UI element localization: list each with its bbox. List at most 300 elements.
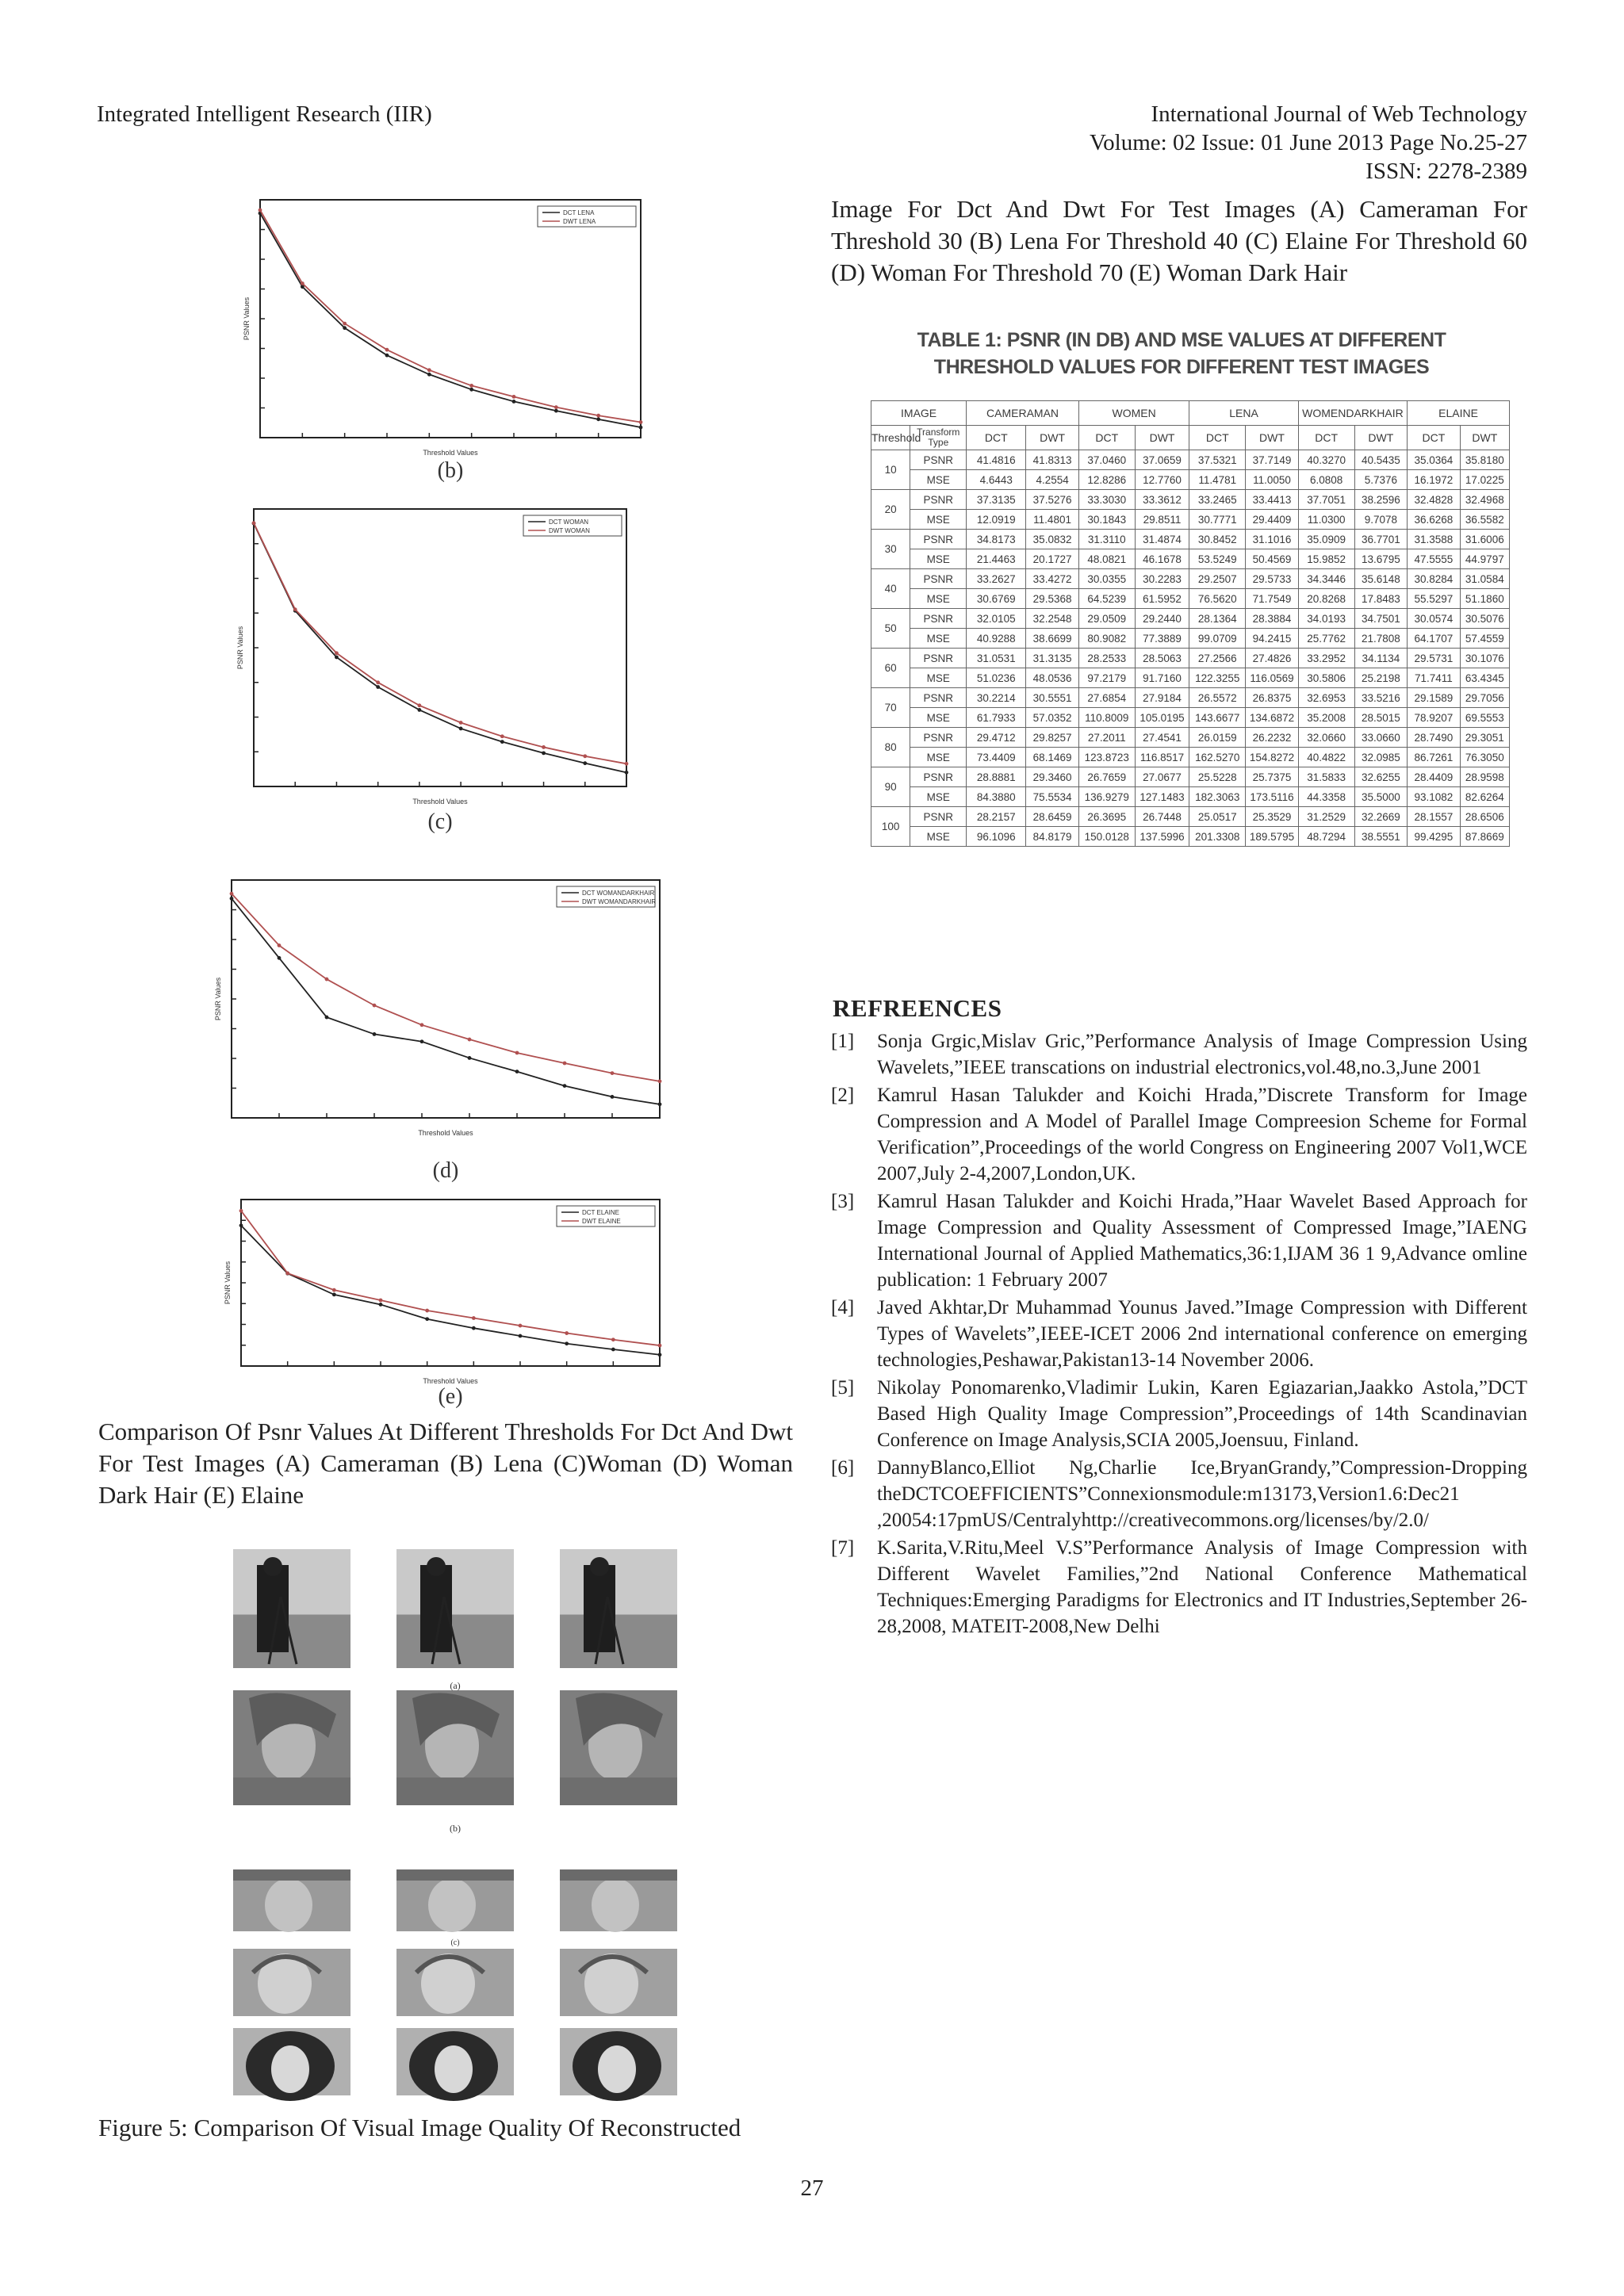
reference-item — [831, 1455, 1527, 1533]
data-point — [658, 1079, 662, 1083]
data-point — [293, 607, 297, 611]
data-point — [565, 1341, 569, 1345]
mse-cell: 46.1678 — [1135, 549, 1189, 569]
table-row — [871, 530, 1510, 549]
mse-cell: 82.6264 — [1460, 787, 1509, 807]
hat-brim — [396, 1869, 514, 1881]
mse-cell: 11.0050 — [1246, 470, 1299, 490]
psnr-cell: 33.3030 — [1078, 490, 1135, 510]
mse-cell: 17.0225 — [1460, 470, 1509, 490]
psnr-cell: 26.7659 — [1078, 767, 1135, 787]
legend-entry: DCT LENA — [563, 209, 595, 216]
metric-label: MSE — [910, 708, 967, 728]
plot-e-svg — [214, 1193, 690, 1411]
data-point — [425, 1317, 429, 1321]
mse-cell: 29.5368 — [1026, 589, 1079, 609]
mse-cell: 35.5000 — [1354, 787, 1408, 807]
psnr-cell: 29.0509 — [1078, 609, 1135, 629]
metric-label: MSE — [910, 787, 967, 807]
mse-cell: 9.7078 — [1354, 510, 1408, 530]
table-row — [871, 787, 1510, 807]
mse-cell: 57.0352 — [1026, 708, 1079, 728]
psnr-cell: 32.2669 — [1354, 807, 1408, 827]
mse-cell: 116.8517 — [1135, 748, 1189, 767]
data-point — [239, 1209, 243, 1213]
psnr-cell: 26.0159 — [1189, 728, 1246, 748]
table-row — [871, 827, 1510, 847]
references-title: REFREENCES — [833, 994, 1002, 1022]
mse-cell: 11.4801 — [1026, 510, 1079, 530]
x-axis-label: Threshold Values — [412, 798, 468, 806]
metric-label: MSE — [910, 549, 967, 569]
header-image-name: WOMENDARKHAIR — [1298, 401, 1407, 426]
mse-cell: 154.8272 — [1246, 748, 1299, 767]
data-point — [563, 1062, 567, 1066]
mse-cell: 25.2198 — [1354, 668, 1408, 688]
psnr-cell: 28.1364 — [1189, 609, 1246, 629]
table-row — [871, 569, 1510, 589]
psnr-cell: 26.3695 — [1078, 807, 1135, 827]
data-point — [639, 426, 643, 430]
table-row — [871, 708, 1510, 728]
mse-cell: 201.3308 — [1189, 827, 1246, 847]
reference-text: Javed Akhtar,Dr Muhammad Younus Javed.”Image Compression with Different Types of Wavelets”,IEEE-ICET 2006 2nd international conference on emerging technologies,Peshawar,Pakistan13-14 November 2006. — [877, 1297, 1527, 1371]
cameraman-head — [427, 1557, 446, 1576]
journal-name: International Journal of Web Technology — [1151, 101, 1527, 127]
mse-cell: 123.8723 — [1078, 748, 1135, 767]
mse-cell: 17.8483 — [1354, 589, 1408, 609]
y-axis-label: PSNR Values — [224, 1261, 232, 1305]
psnr-cell: 27.4541 — [1135, 728, 1189, 748]
psnr-cell: 41.4816 — [967, 450, 1026, 470]
table-row — [871, 629, 1510, 649]
metric-label: MSE — [910, 470, 967, 490]
metric-label: PSNR — [910, 490, 967, 510]
mse-cell: 64.5239 — [1078, 589, 1135, 609]
face — [271, 2045, 309, 2093]
data-point — [468, 1056, 472, 1060]
mse-cell: 20.8268 — [1298, 589, 1354, 609]
psnr-cell: 25.3529 — [1246, 807, 1299, 827]
psnr-cell: 32.0105 — [967, 609, 1026, 629]
psnr-cell: 34.3446 — [1298, 569, 1354, 589]
psnr-cell: 37.7149 — [1246, 450, 1299, 470]
psnr-cell: 29.4712 — [967, 728, 1026, 748]
data-point — [385, 354, 389, 358]
psnr-cell: 34.0193 — [1298, 609, 1354, 629]
face — [592, 1878, 639, 1932]
table-row — [871, 649, 1510, 668]
mse-cell: 99.4295 — [1408, 827, 1461, 847]
psnr-cell: 32.2548 — [1026, 609, 1079, 629]
mse-cell: 16.1972 — [1408, 470, 1461, 490]
psnr-mse-table — [871, 400, 1510, 847]
psnr-cell: 31.6006 — [1460, 530, 1509, 549]
threshold-cell: 30 — [871, 530, 910, 569]
x-axis-label: Threshold Values — [418, 1129, 473, 1137]
psnr-mse-table-wrap — [871, 400, 1510, 847]
psnr-cell: 27.2011 — [1078, 728, 1135, 748]
mse-cell: 12.8286 — [1078, 470, 1135, 490]
mse-cell: 4.2554 — [1026, 470, 1079, 490]
psnr-cell: 36.7701 — [1354, 530, 1408, 549]
mse-cell: 162.5270 — [1189, 748, 1246, 767]
mse-cell: 40.4822 — [1298, 748, 1354, 767]
table-row — [871, 748, 1510, 767]
table-title-line1: TABLE 1: PSNR (IN DB) AND MSE VALUES AT DIFFERENT — [917, 329, 1446, 351]
mse-cell: 6.0808 — [1298, 470, 1354, 490]
psnr-cell: 28.4409 — [1408, 767, 1461, 787]
mse-cell: 77.3889 — [1135, 629, 1189, 649]
table-row — [871, 470, 1510, 490]
psnr-cell: 29.5733 — [1246, 569, 1299, 589]
data-point — [625, 771, 629, 775]
reference-text: Kamrul Hasan Talukder and Koichi Hrada,”Haar Wavelet Based Approach for Image Compression and Quality Assessment of Compressed Image,”IAENG International Journal of Applied Mathematics,36:1,IJAM 36 1 9,Advance omline publication: 1 February 2007 — [877, 1191, 1527, 1291]
data-point — [376, 680, 380, 684]
legend-entry: DWT WOMANDARKHAIR — [582, 898, 657, 905]
mse-cell: 94.2415 — [1246, 629, 1299, 649]
mse-cell: 36.6268 — [1408, 510, 1461, 530]
table-title — [872, 327, 1491, 381]
psnr-cell: 30.5551 — [1026, 688, 1079, 708]
threshold-cell: 80 — [871, 728, 910, 767]
metric-label: MSE — [910, 748, 967, 767]
threshold-cell: 50 — [871, 609, 910, 649]
cameraman-head — [590, 1557, 609, 1576]
data-point — [519, 1324, 523, 1328]
data-point — [230, 897, 234, 901]
header-method: DCT — [1408, 426, 1461, 450]
mse-cell: 50.4569 — [1246, 549, 1299, 569]
psnr-cell: 27.9184 — [1135, 688, 1189, 708]
mse-cell: 84.3880 — [967, 787, 1026, 807]
data-point — [515, 1070, 519, 1073]
data-point — [373, 1004, 377, 1008]
psnr-cell: 31.4874 — [1135, 530, 1189, 549]
data-point — [343, 326, 347, 330]
data-point — [611, 1348, 615, 1352]
plot-frame — [260, 200, 641, 438]
data-point — [625, 762, 629, 766]
face — [598, 2045, 636, 2093]
mse-cell: 75.5534 — [1026, 787, 1079, 807]
data-point — [420, 1023, 424, 1027]
mse-cell: 51.1860 — [1460, 589, 1509, 609]
psnr-cell: 37.5276 — [1026, 490, 1079, 510]
metric-label: PSNR — [910, 649, 967, 668]
mse-cell: 136.9279 — [1078, 787, 1135, 807]
header-image-name: CAMERAMAN — [967, 401, 1079, 426]
data-point — [420, 1039, 424, 1043]
data-point — [472, 1326, 476, 1330]
data-point — [468, 1038, 472, 1042]
psnr-cell: 28.5063 — [1135, 649, 1189, 668]
hat-brim — [233, 1869, 350, 1881]
mse-cell: 48.7294 — [1298, 827, 1354, 847]
psnr-cell: 29.2507 — [1189, 569, 1246, 589]
header-method: DWT — [1135, 426, 1189, 450]
data-point — [542, 745, 546, 749]
mse-cell: 36.5582 — [1460, 510, 1509, 530]
mse-cell: 44.9797 — [1460, 549, 1509, 569]
mse-cell: 30.7771 — [1189, 510, 1246, 530]
metric-label: MSE — [910, 827, 967, 847]
data-point — [252, 521, 256, 525]
mse-cell: 68.1469 — [1026, 748, 1079, 767]
face — [435, 2045, 473, 2093]
reference-number: [1] — [831, 1031, 855, 1052]
mse-cell: 53.5249 — [1189, 549, 1246, 569]
mse-cell: 40.9288 — [967, 629, 1026, 649]
mse-cell: 87.8669 — [1460, 827, 1509, 847]
psnr-cell: 37.0460 — [1078, 450, 1135, 470]
psnr-cell: 27.0677 — [1135, 767, 1189, 787]
data-point — [332, 1292, 336, 1296]
psnr-cell: 28.1557 — [1408, 807, 1461, 827]
legend-entry: DWT LENA — [563, 218, 596, 225]
table-row — [871, 589, 1510, 609]
psnr-cell: 26.2232 — [1246, 728, 1299, 748]
psnr-cell: 31.3135 — [1026, 649, 1079, 668]
plot-e — [214, 1193, 690, 1411]
data-point — [230, 892, 234, 896]
volume-info: Volume: 02 Issue: 01 June 2013 Page No.25-27 — [1089, 130, 1527, 155]
metric-label: MSE — [910, 629, 967, 649]
legend-entry: DCT WOMAN — [549, 519, 589, 526]
psnr-cell: 29.3460 — [1026, 767, 1079, 787]
data-point — [332, 1288, 336, 1292]
header-method: DWT — [1460, 426, 1509, 450]
mse-cell: 97.2179 — [1078, 668, 1135, 688]
psnr-cell: 26.8375 — [1246, 688, 1299, 708]
figure5-label-a: (a) — [450, 1680, 461, 1691]
mse-cell: 30.5806 — [1298, 668, 1354, 688]
mse-cell: 28.5015 — [1354, 708, 1408, 728]
psnr-cell: 28.7490 — [1408, 728, 1461, 748]
reference-number: [4] — [831, 1297, 855, 1318]
x-axis-label: Threshold Values — [423, 449, 478, 457]
metric-label: PSNR — [910, 688, 967, 708]
psnr-cell: 33.4272 — [1026, 569, 1079, 589]
psnr-cell: 33.2465 — [1189, 490, 1246, 510]
hat-brim — [560, 1869, 677, 1881]
psnr-cell: 29.8257 — [1026, 728, 1079, 748]
mse-cell: 78.9207 — [1408, 708, 1461, 728]
data-point — [583, 761, 587, 765]
psnr-cell: 33.2627 — [967, 569, 1026, 589]
data-point — [285, 1272, 289, 1276]
psnr-cell: 33.4413 — [1246, 490, 1299, 510]
header-right — [814, 100, 1527, 186]
header-method: DCT — [1078, 426, 1135, 450]
mse-cell: 173.5116 — [1246, 787, 1299, 807]
table-row — [871, 450, 1510, 470]
figure4-caption: Comparison Of Psnr Values At Different Thresholds For Dct And Dwt For Test Images (A) Cameraman (B) Lena (C)Woman (D) Woman Dark Hair (E) Elaine — [98, 1418, 793, 1509]
data-point — [469, 388, 473, 392]
metric-label: MSE — [910, 589, 967, 609]
mse-cell: 80.9082 — [1078, 629, 1135, 649]
data-point — [515, 1051, 519, 1055]
mse-cell: 127.1483 — [1135, 787, 1189, 807]
reference-number: [7] — [831, 1537, 855, 1559]
mse-cell: 29.8511 — [1135, 510, 1189, 530]
panel-label: (e) — [438, 1384, 463, 1409]
reference-text: K.Sarita,V.Ritu,Meel V.S”Performance Analysis of Image Compression with Different Wavelet Families,”2nd National Conference Mathematical Techniques:Emerging Paradigms for Electronics and IT Industries,September 26-28,2008, MATEIT-2008,New Delhi — [877, 1537, 1527, 1637]
mse-cell: 5.7376 — [1354, 470, 1408, 490]
figure5-caption: Figure 5: Comparison Of Visual Image Quality Of Reconstructed — [98, 2114, 741, 2141]
table-row — [871, 668, 1510, 688]
table-row — [871, 728, 1510, 748]
threshold-cell: 70 — [871, 688, 910, 728]
mse-cell: 73.4409 — [967, 748, 1026, 767]
psnr-cell: 32.4828 — [1408, 490, 1461, 510]
psnr-cell: 31.1016 — [1246, 530, 1299, 549]
psnr-cell: 35.0832 — [1026, 530, 1079, 549]
mse-cell: 44.3358 — [1298, 787, 1354, 807]
face — [265, 1878, 312, 1932]
psnr-cell: 29.5731 — [1408, 649, 1461, 668]
mse-cell: 32.0985 — [1354, 748, 1408, 767]
data-point — [335, 656, 339, 660]
header-left: Integrated Intelligent Research (IIR) — [97, 101, 432, 127]
mse-cell: 38.5551 — [1354, 827, 1408, 847]
page-number: 27 — [800, 2175, 824, 2201]
psnr-cell: 32.6953 — [1298, 688, 1354, 708]
data-point — [417, 708, 421, 712]
metric-label: PSNR — [910, 569, 967, 589]
header-method: DWT — [1354, 426, 1408, 450]
mse-cell: 12.7760 — [1135, 470, 1189, 490]
reference-item — [831, 1028, 1527, 1081]
reference-text: Sonja Grgic,Mislav Gric,”Performance Analysis of Image Compression Using Wavelets,”IEEE transcations on industrial electronics,vol.48,no.3,June 2001 — [877, 1031, 1527, 1078]
data-point — [325, 1016, 329, 1020]
data-point — [343, 322, 347, 326]
metric-label: PSNR — [910, 807, 967, 827]
y-axis-label: PSNR Values — [243, 297, 251, 341]
data-point — [459, 727, 463, 731]
data-point — [611, 1337, 615, 1341]
metric-label: PSNR — [910, 728, 967, 748]
psnr-cell: 33.5216 — [1354, 688, 1408, 708]
psnr-cell: 40.3270 — [1298, 450, 1354, 470]
data-point — [519, 1334, 523, 1338]
figure5-label-b: (b) — [450, 1823, 461, 1834]
psnr-cell: 34.1134 — [1354, 649, 1408, 668]
header-method: DCT — [1189, 426, 1246, 450]
shoulder — [560, 1777, 677, 1805]
plot-frame — [232, 880, 660, 1118]
psnr-cell: 28.3884 — [1246, 609, 1299, 629]
shoulder — [233, 1777, 350, 1805]
y-axis-label: PSNR Values — [214, 977, 222, 1021]
psnr-cell: 31.3588 — [1408, 530, 1461, 549]
psnr-cell: 30.8284 — [1408, 569, 1461, 589]
data-point — [459, 721, 463, 725]
figure5-label-c: (c) — [450, 1938, 460, 1947]
header-method: DCT — [1298, 426, 1354, 450]
psnr-cell: 25.0517 — [1189, 807, 1246, 827]
psnr-cell: 30.5076 — [1460, 609, 1509, 629]
psnr-cell: 35.6148 — [1354, 569, 1408, 589]
references-list — [831, 1028, 1527, 1641]
data-point — [259, 209, 262, 212]
reference-item — [831, 1295, 1527, 1373]
header-method: DCT — [967, 426, 1026, 450]
psnr-cell: 37.5321 — [1189, 450, 1246, 470]
data-point — [278, 943, 282, 947]
mse-cell: 15.9852 — [1298, 549, 1354, 569]
reference-item — [831, 1535, 1527, 1640]
threshold-cell: 100 — [871, 807, 910, 847]
mse-cell: 47.5555 — [1408, 549, 1461, 569]
reference-number: [3] — [831, 1191, 855, 1212]
sky — [560, 1549, 677, 1615]
psnr-cell: 26.5572 — [1189, 688, 1246, 708]
psnr-cell: 34.8173 — [967, 530, 1026, 549]
reference-item — [831, 1188, 1527, 1293]
reference-item — [831, 1082, 1527, 1187]
mse-cell: 4.6443 — [967, 470, 1026, 490]
table-row — [871, 490, 1510, 510]
mse-cell: 11.4781 — [1189, 470, 1246, 490]
header-image-name: WOMEN — [1078, 401, 1189, 426]
psnr-cell: 31.2529 — [1298, 807, 1354, 827]
psnr-cell: 33.3612 — [1135, 490, 1189, 510]
data-point — [611, 1095, 615, 1099]
data-point — [563, 1084, 567, 1088]
mse-cell: 86.7261 — [1408, 748, 1461, 767]
reference-number: [6] — [831, 1457, 855, 1479]
data-point — [301, 281, 304, 285]
psnr-cell: 30.0355 — [1078, 569, 1135, 589]
table-row — [871, 807, 1510, 827]
reference-text: Nikolay Ponomarenko,Vladimir Lukin, Karen Egiazarian,Jaakko Astola,”DCT Based High Quality Image Compression”,Proceedings of 14th Scandinavian Conference on Image Analysis,SCIA 2005,Joensuu, Finland. — [877, 1377, 1527, 1451]
data-point — [596, 417, 600, 421]
psnr-cell: 37.7051 — [1298, 490, 1354, 510]
mse-cell: 13.6795 — [1354, 549, 1408, 569]
mse-cell: 96.1096 — [967, 827, 1026, 847]
mse-cell: 122.3255 — [1189, 668, 1246, 688]
mse-cell: 38.6699 — [1026, 629, 1079, 649]
psnr-cell: 33.2952 — [1298, 649, 1354, 668]
mse-cell: 63.4345 — [1460, 668, 1509, 688]
data-point — [373, 1032, 377, 1036]
header-image-name: ELAINE — [1408, 401, 1510, 426]
mse-cell: 35.2008 — [1298, 708, 1354, 728]
reference-text: Kamrul Hasan Talukder and Koichi Hrada,”Discrete Transform for Image Compression and A Model of Parallel Image Compreesion Scheme for Formal Verification”,Proceedings of the world Congress on Engineering 2007 Vol1,WCE 2007,July 2-4,2007,London,UK. — [877, 1085, 1527, 1184]
mse-cell: 64.1707 — [1408, 629, 1461, 649]
mse-cell: 69.5553 — [1460, 708, 1509, 728]
mse-cell: 57.4559 — [1460, 629, 1509, 649]
plot-b — [222, 190, 666, 492]
threshold-cell: 20 — [871, 490, 910, 530]
psnr-cell: 29.3051 — [1460, 728, 1509, 748]
threshold-cell: 10 — [871, 450, 910, 490]
psnr-cell: 28.6506 — [1460, 807, 1509, 827]
mse-cell: 30.1843 — [1078, 510, 1135, 530]
psnr-cell: 25.5228 — [1189, 767, 1246, 787]
table-row — [871, 688, 1510, 708]
data-point — [427, 368, 431, 372]
mse-cell: 93.1082 — [1408, 787, 1461, 807]
data-point — [611, 1071, 615, 1075]
mse-cell: 143.6677 — [1189, 708, 1246, 728]
reference-text: DannyBlanco,Elliot Ng,Charlie Ice,BryanGrandy,”Compression-Dropping theDCTCOEFFICIENTS”Connexionsmodule:m13173,Version1.6:Dec21 ,20054:17pmUS/Centralyhttp://creativecommons.org/licenses/by/2.0/ — [877, 1457, 1527, 1531]
metric-label: MSE — [910, 668, 967, 688]
mse-cell: 110.8009 — [1078, 708, 1135, 728]
figure5-caption-continued: Image For Dct And Dwt For Test Images (A) Cameraman For Threshold 30 (B) Lena For Threshold 40 (C) Elaine For Threshold 60 (D) Woman For Threshold 70 (E) Woman Dark Hair — [831, 195, 1527, 286]
psnr-cell: 32.6255 — [1354, 767, 1408, 787]
